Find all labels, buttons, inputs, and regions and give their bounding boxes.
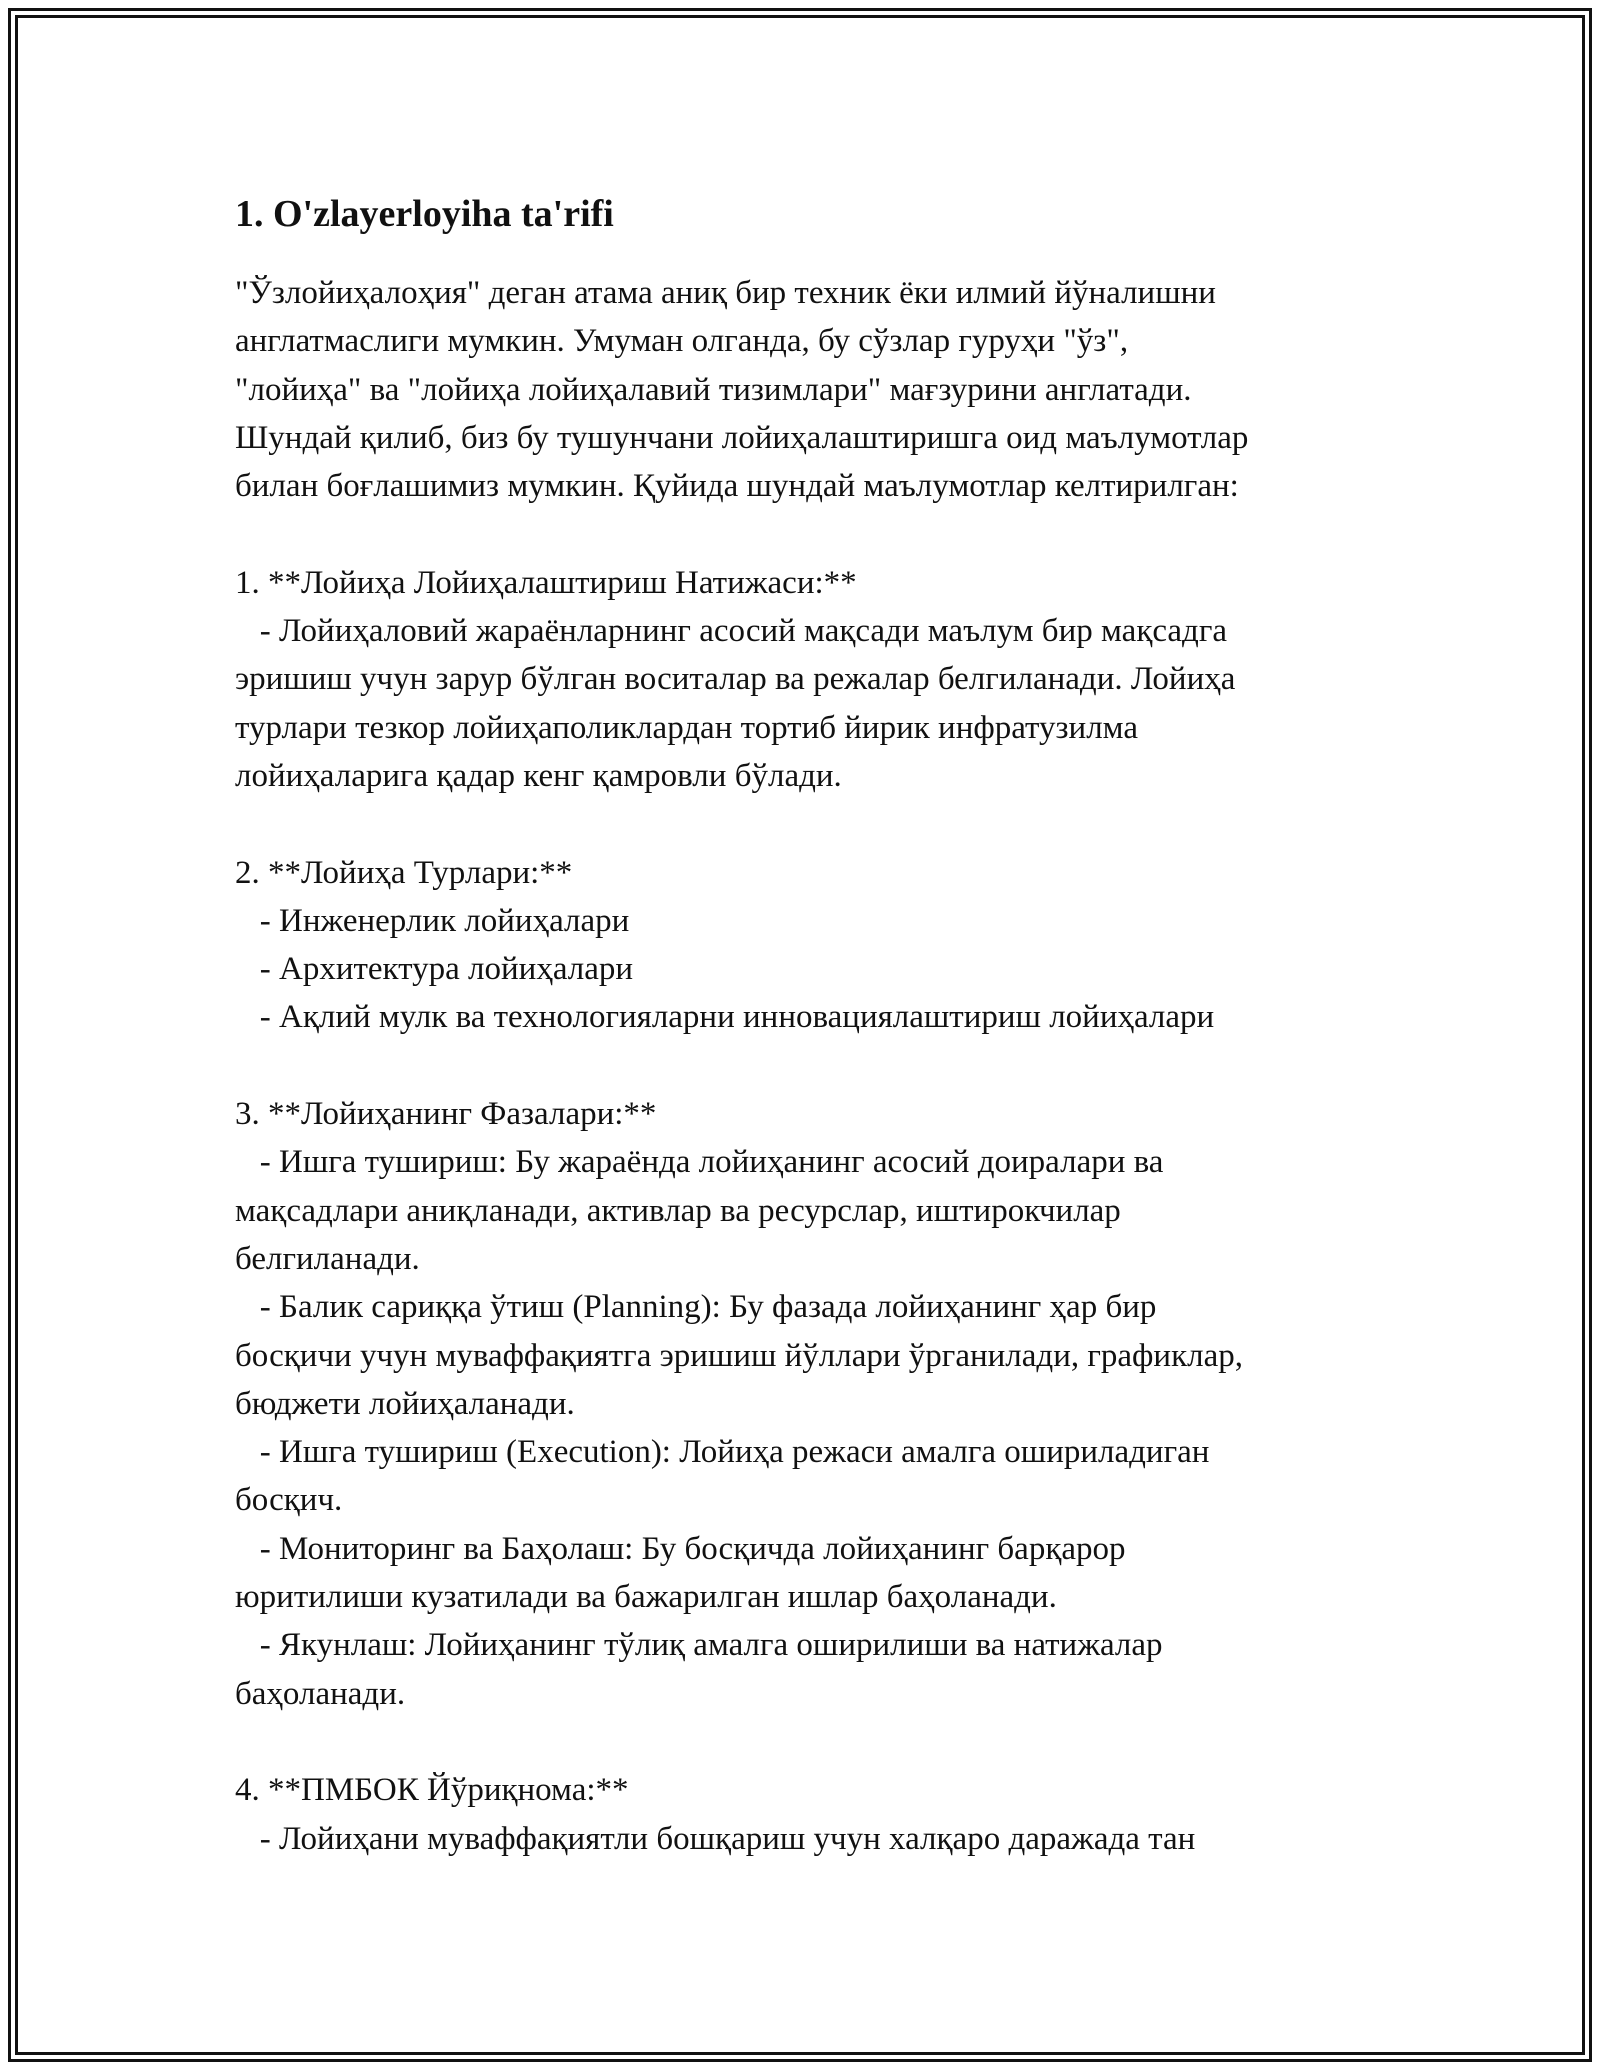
body-line: - Лойиҳаловий жараёнларнинг асосий мақсади маълум бир мақсадга	[235, 613, 1228, 650]
document-page	[235, 188, 1385, 1863]
list-item: - Лойиҳани муваффақиятли бошқариш учун халқаро даражада тан	[235, 1820, 1196, 1857]
body-line: босқичи учун муваффақиятга эришиш йўллари ўрганилади, графиклар,	[235, 1337, 1243, 1374]
document-body	[235, 269, 1385, 1863]
body-line: белгиланади.	[235, 1240, 420, 1277]
blank-line	[235, 510, 1385, 558]
body-line: мақсадлари аниқланади, активлар ва ресурслар, иштирокчилар	[235, 1192, 1121, 1229]
list-item: - Ақлий мулк ва технологияларни инновациялаштириш лойиҳалари	[235, 999, 1215, 1036]
section-heading: 4. **ПМБОК Йўриқнома:**	[235, 1772, 629, 1809]
body-line: турлари тезкор лойиҳаполиклардан тортиб йирик инфратузилма	[235, 709, 1138, 746]
list-item: - Инженерлик лойиҳалари	[235, 902, 630, 939]
body-line: англатмаслиги мумкин. Умуман олганда, бу сўзлар гуруҳи "ўз",	[235, 323, 1129, 360]
list-item: - Архитектура лойиҳалари	[235, 951, 634, 988]
list-item: - Ишга тушириш (Execution): Лойиҳа режаси амалга ошириладиган	[235, 1434, 1210, 1471]
blank-line	[235, 800, 1385, 848]
body-line: "Ўзлойиҳалоҳия" деган атама аниқ бир техник ёки илмий йўналишни	[235, 275, 1216, 311]
section-heading: 2. **Лойиҳа Турлари:**	[235, 854, 573, 891]
section-heading: 1. **Лойиҳа Лойиҳалаштириш Натижаси:**	[235, 564, 857, 601]
body-line: босқич.	[235, 1482, 343, 1519]
body-line: баҳоланади.	[235, 1675, 406, 1712]
body-line: бюджети лойиҳаланади.	[235, 1385, 575, 1422]
list-item: - Ишга тушириш: Бу жараёнда лойиҳанинг асосий доиралари ва	[235, 1144, 1164, 1181]
body-line: "лойиҳа" ва "лойиҳа лойиҳалавий тизимлари" мағзурини англатади.	[235, 371, 1192, 408]
section-heading: 3. **Лойиҳанинг Фазалари:**	[235, 1096, 657, 1133]
list-item: - Якунлаш: Лойиҳанинг тўлиқ амалга оширилиши ва натижалар	[235, 1627, 1163, 1664]
body-line: билан боғлашимиз мумкин. Қуйида шундай маълумотлар келтирилган:	[235, 468, 1239, 505]
body-line: лойиҳаларига қадар кенг қамровли бўлади.	[235, 757, 842, 794]
body-line: юритилиши кузатилади ва бажарилган ишлар баҳоланади.	[235, 1579, 1057, 1616]
body-line: эришиш учун зарур бўлган воситалар ва режалар белгиланади. Лойиҳа	[235, 661, 1236, 698]
document-title: 1. O'zlayerloyiha ta'rifi	[235, 193, 614, 235]
blank-line	[235, 1042, 1385, 1090]
blank-line	[235, 1718, 1385, 1766]
list-item: - Балик сариққа ўтиш (Planning): Бу фазада лойиҳанинг ҳар бир	[235, 1289, 1157, 1326]
list-item: - Мониторинг ва Баҳолаш: Бу босқичда лойиҳанинг барқарор	[235, 1530, 1126, 1567]
body-line: Шундай қилиб, биз бу тушунчани лойиҳалаштиришга оид маълумотлар	[235, 419, 1249, 456]
